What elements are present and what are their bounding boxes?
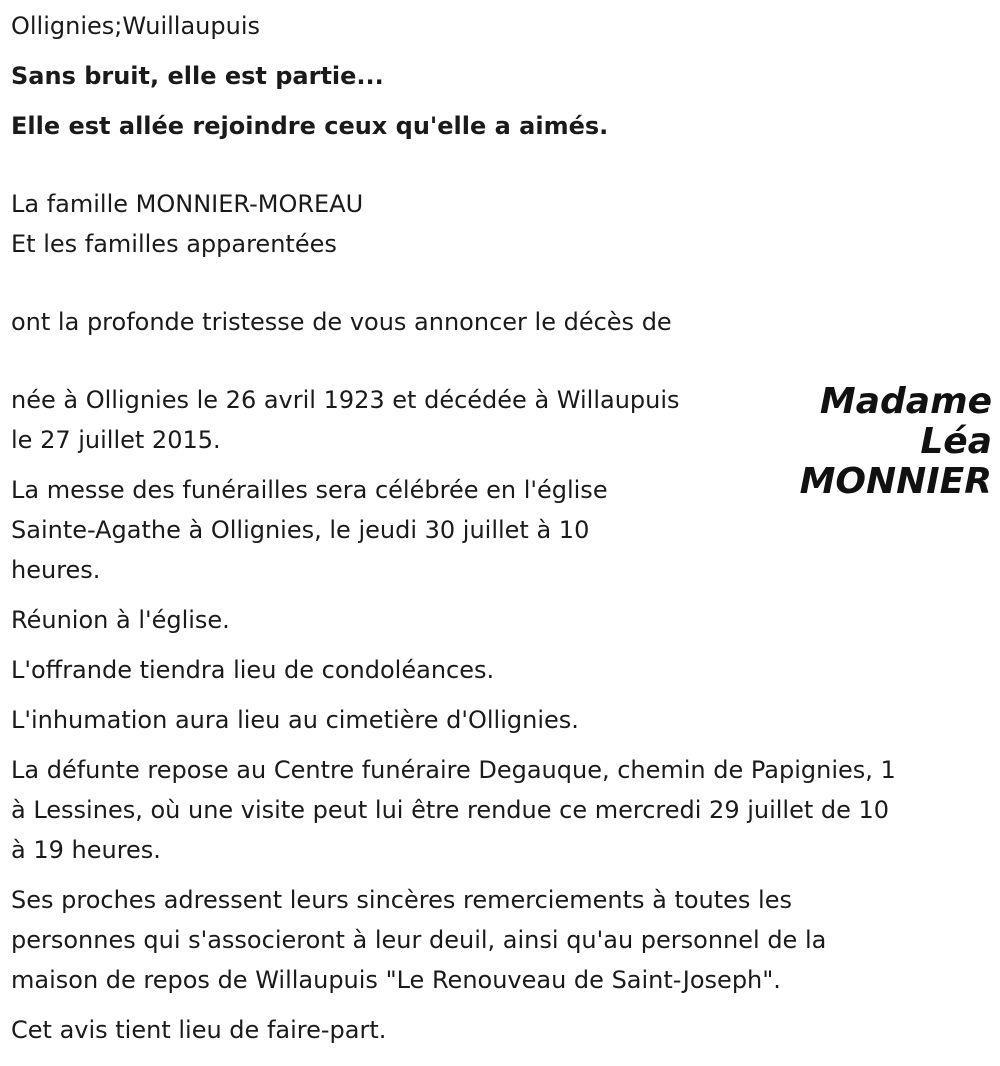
mass-line-2: Sainte-Agathe à Ollignies, le jeudi 30 juillet à 10	[11, 516, 590, 544]
rest-line-3: à 19 heures.	[11, 836, 161, 864]
meeting-line: Réunion à l'église.	[11, 606, 230, 634]
deceased-first-name: Léa	[920, 421, 992, 462]
verse-line-2: Elle est allée rejoindre ceux qu'elle a aimés.	[11, 112, 609, 140]
meeting-paragraph	[11, 600, 996, 640]
deceased-last-name: MONNIER	[799, 461, 992, 502]
burial-paragraph	[11, 700, 996, 740]
verse-line-1: Sans bruit, elle est partie...	[11, 62, 384, 90]
thanks-paragraph	[11, 880, 996, 1000]
rest-line-2: à Lessines, où une visite peut lui être rendue ce mercredi 29 juillet de 10	[11, 796, 890, 824]
deceased-name	[800, 382, 992, 502]
rest-paragraph	[11, 750, 996, 870]
closing-paragraph	[11, 1010, 996, 1050]
place-line: Ollignies;Wuillaupuis	[11, 12, 260, 40]
closing-line: Cet avis tient lieu de faire-part.	[11, 1016, 387, 1044]
birth-death-line-2: le 27 juillet 2015.	[11, 426, 221, 454]
family-line-1: La famille MONNIER-MOREAU	[11, 190, 364, 218]
thanks-line-1: Ses proches adressent leurs sincères remerciements à toutes les	[11, 886, 792, 914]
mass-line-1: La messe des funérailles sera célébrée en l'église	[11, 476, 608, 504]
offering-line: L'offrande tiendra lieu de condoléances.	[11, 656, 495, 684]
mass-paragraph	[11, 470, 771, 590]
details-section	[11, 380, 996, 590]
mass-line-3: heures.	[11, 556, 101, 584]
burial-line: L'inhumation aura lieu au cimetière d'Ollignies.	[11, 706, 579, 734]
thanks-line-3: maison de repos de Willaupuis "Le Renouveau de Saint-Joseph".	[11, 966, 781, 994]
announcement-line: ont la profonde tristesse de vous annoncer le décès de	[11, 308, 672, 336]
birth-death-paragraph	[11, 380, 771, 460]
birth-death-line-1: née à Ollignies le 26 avril 1923 et décédée à Willaupuis	[11, 386, 680, 414]
obituary-notice	[11, 6, 996, 1060]
family-line-2: Et les familles apparentées	[11, 230, 337, 258]
offering-paragraph	[11, 650, 996, 690]
thanks-line-2: personnes qui s'associeront à leur deuil, ainsi qu'au personnel de la	[11, 926, 827, 954]
rest-line-1: La défunte repose au Centre funéraire Degauque, chemin de Papignies, 1	[11, 756, 896, 784]
deceased-title: Madame	[819, 381, 992, 422]
